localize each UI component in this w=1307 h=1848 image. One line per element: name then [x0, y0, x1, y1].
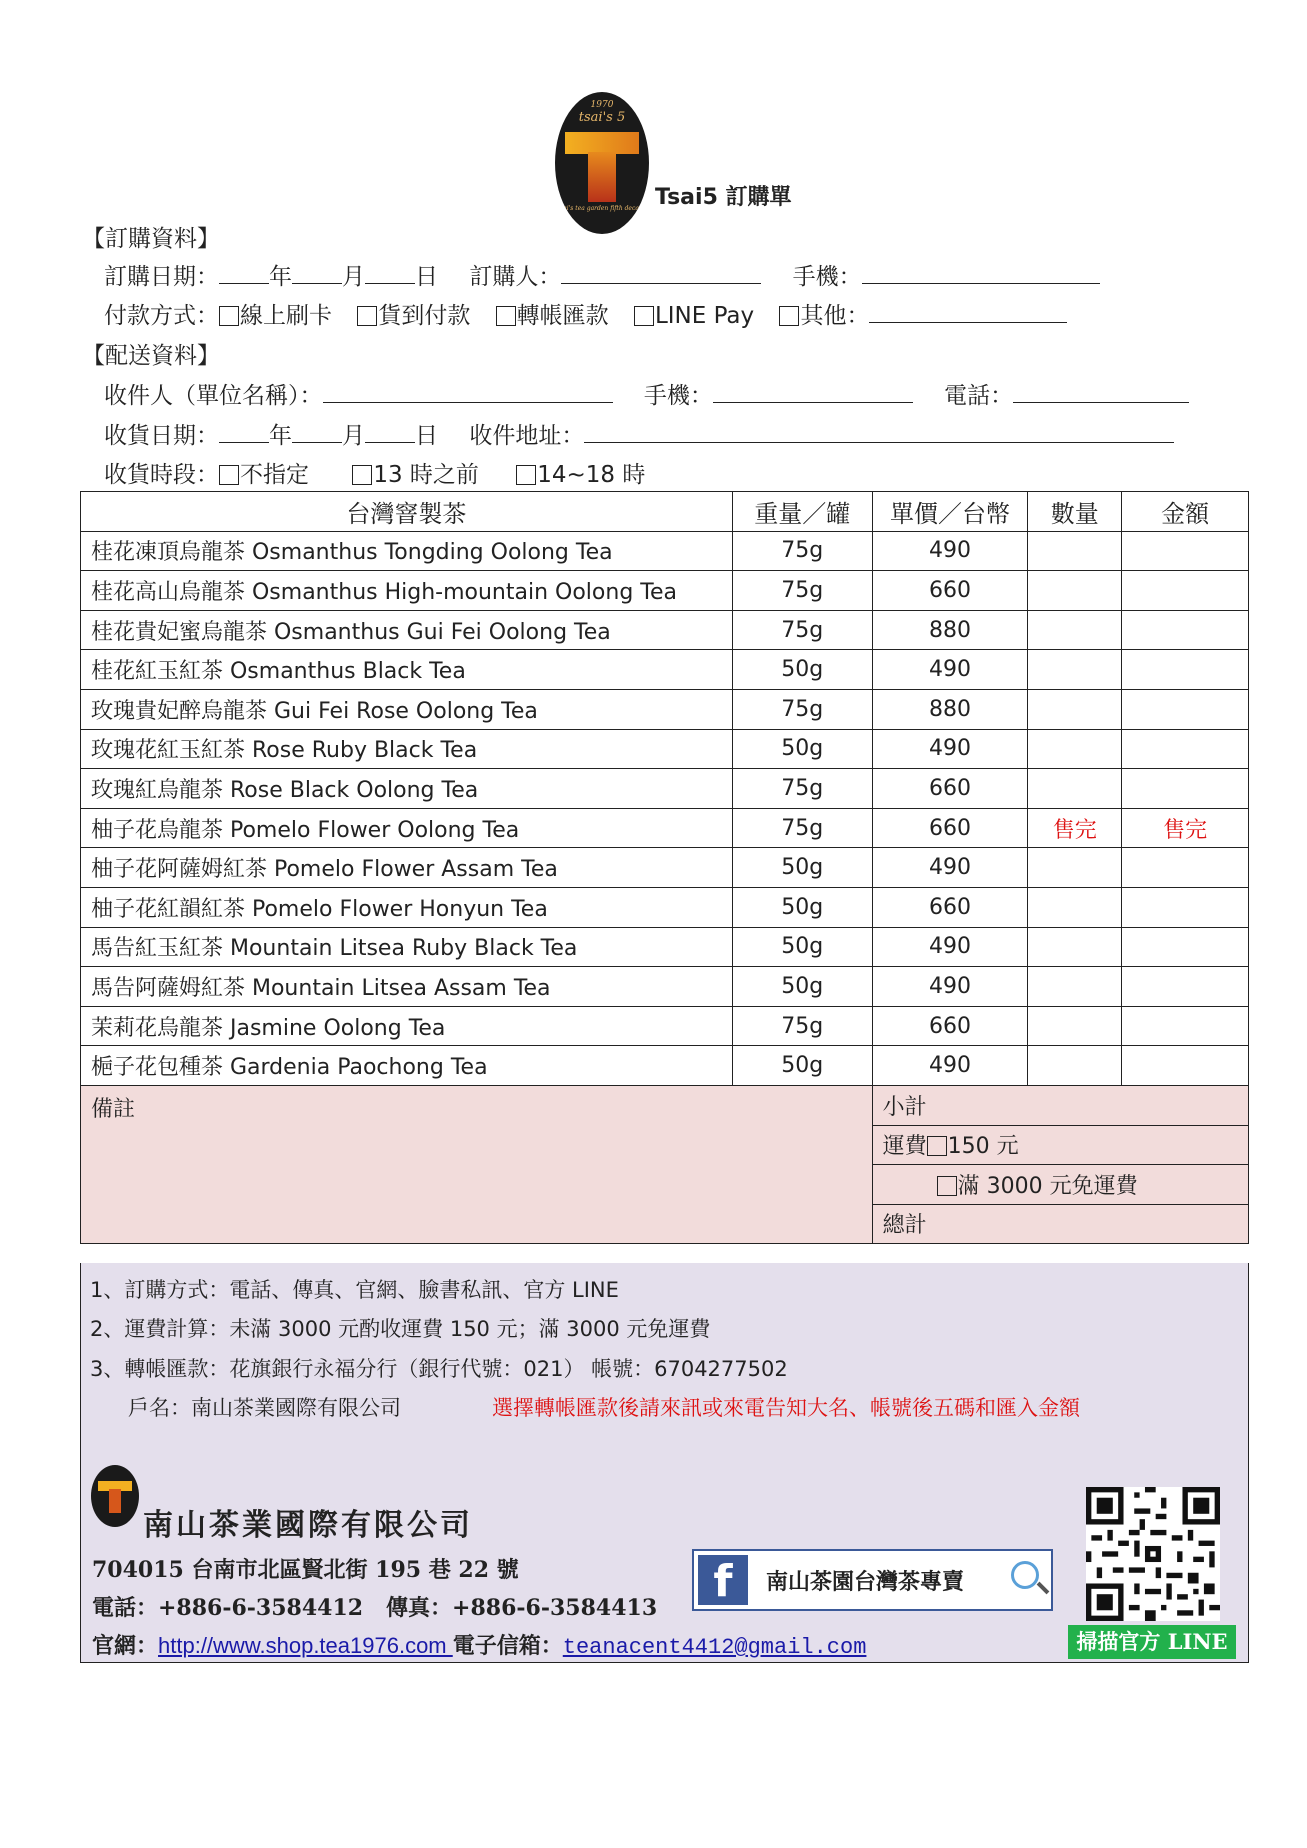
product-name: 桂花凍頂烏龍茶 Osmanthus Tongding Oolong Tea: [81, 531, 733, 571]
year-label: 年: [269, 423, 292, 449]
total-cell[interactable]: [872, 1204, 1248, 1244]
amount-cell[interactable]: [1122, 729, 1249, 769]
recipient-row: [104, 377, 1189, 410]
product-weight: 50g: [732, 967, 872, 1007]
payment-row: [104, 297, 1067, 330]
logo-t-stem: [588, 152, 616, 202]
company-name: 南山茶業國際有限公司: [143, 1508, 473, 1543]
product-name: 茉莉花烏龍茶 Jasmine Oolong Tea: [81, 1006, 733, 1046]
payment-checkbox[interactable]: [357, 306, 377, 326]
payment-option: 其他：: [800, 303, 870, 329]
time-option: 13 時之前: [373, 462, 479, 488]
amount-cell[interactable]: [1122, 769, 1249, 809]
table-row: [81, 729, 1249, 769]
delivery-month-field[interactable]: [292, 422, 342, 443]
day-label: 日: [415, 264, 438, 290]
table-row: [81, 1006, 1249, 1046]
shipping-cell: [872, 1125, 1248, 1165]
time-option: 14~18 時: [537, 462, 646, 488]
company-logo: [91, 1465, 139, 1527]
product-weight: 75g: [732, 571, 872, 611]
amount-cell[interactable]: [1122, 689, 1249, 729]
order-section-heading: 【訂購資料】: [82, 226, 220, 252]
delivery-mobile-field[interactable]: [713, 382, 913, 403]
product-price: 490: [872, 848, 1028, 888]
quantity-cell[interactable]: [1028, 610, 1122, 650]
product-weight: 50g: [732, 650, 872, 690]
shipping-label: 運費: [882, 1134, 927, 1160]
time-checkbox[interactable]: [219, 465, 239, 485]
product-weight: 75g: [732, 610, 872, 650]
payment-option: 轉帳匯款: [516, 303, 609, 329]
month-label: 月: [342, 423, 365, 449]
free-shipping-checkbox[interactable]: [937, 1176, 957, 1196]
year-label: 年: [269, 264, 292, 290]
payment-option: 線上刷卡: [240, 303, 332, 329]
page-title: Tsai5 訂購單: [655, 185, 792, 210]
note-item: 3、轉帳匯款：花旗銀行永福分行（銀行代號：021） 帳號：6704277502: [90, 1357, 788, 1381]
website-label: 官網：: [92, 1633, 159, 1659]
product-name: 馬告阿薩姆紅茶 Mountain Litsea Assam Tea: [81, 967, 733, 1007]
email-link[interactable]: teanacent4412@gmail.com: [562, 1635, 867, 1660]
product-weight: 50g: [732, 927, 872, 967]
product-name: 玫瑰紅烏龍茶 Rose Black Oolong Tea: [81, 769, 733, 809]
product-price: 490: [872, 650, 1028, 690]
product-name: 柚子花紅韻紅茶 Pomelo Flower Honyun Tea: [81, 887, 733, 927]
quantity-cell[interactable]: [1028, 571, 1122, 611]
delivery-phone-field[interactable]: [1013, 382, 1189, 403]
header-product: 台灣窨製茶: [81, 492, 733, 532]
amount-cell[interactable]: [1122, 571, 1249, 611]
transfer-notice: 選擇轉帳匯款後請來訊或來電告知大名、帳號後五碼和匯入金額: [492, 1396, 1080, 1420]
product-price: 880: [872, 689, 1028, 729]
product-name: 桂花紅玉紅茶 Osmanthus Black Tea: [81, 650, 733, 690]
delivery-time-row: [104, 456, 645, 489]
order-year-field[interactable]: [219, 263, 269, 284]
product-name: 柚子花烏龍茶 Pomelo Flower Oolong Tea: [81, 808, 733, 848]
product-price: 490: [872, 967, 1028, 1007]
product-weight: 50g: [732, 848, 872, 888]
table-row: [81, 927, 1249, 967]
logo-subtitle: tsai's tea garden fifth decade: [557, 205, 647, 212]
table-row: [81, 650, 1249, 690]
subtotal-cell[interactable]: [872, 1085, 1248, 1125]
product-table: [80, 491, 1249, 1244]
quantity-cell[interactable]: [1028, 1046, 1122, 1086]
amount-cell[interactable]: [1122, 967, 1249, 1007]
free-shipping-cell: [872, 1165, 1248, 1205]
product-weight: 50g: [732, 1046, 872, 1086]
amount-cell[interactable]: [1122, 1006, 1249, 1046]
company-phone-fax: 電話：+886-6-3584412 傳真：+886-6-3584413: [92, 1595, 658, 1621]
facebook-icon: f: [698, 1555, 748, 1605]
payment-checkbox[interactable]: [634, 306, 654, 326]
delivery-phone-label: 電話：: [944, 383, 1014, 409]
quantity-cell[interactable]: [1028, 848, 1122, 888]
product-name: 馬告紅玉紅茶 Mountain Litsea Ruby Black Tea: [81, 927, 733, 967]
product-name: 梔子花包種茶 Gardenia Paochong Tea: [81, 1046, 733, 1086]
quantity-cell[interactable]: [1028, 650, 1122, 690]
product-price: 490: [872, 927, 1028, 967]
product-name: 玫瑰貴妃醉烏龍茶 Gui Fei Rose Oolong Tea: [81, 689, 733, 729]
table-row: [81, 887, 1249, 927]
table-row: [81, 689, 1249, 729]
product-price: 660: [872, 887, 1028, 927]
product-weight: 50g: [732, 729, 872, 769]
brand-logo: [555, 92, 649, 234]
shipping-checkbox[interactable]: [927, 1136, 947, 1156]
product-price: 490: [872, 729, 1028, 769]
recipient-label: 收件人（單位名稱）：: [104, 383, 323, 409]
time-checkbox[interactable]: [352, 465, 372, 485]
magnifier-icon: [1011, 1561, 1039, 1589]
quantity-cell[interactable]: [1028, 769, 1122, 809]
product-weight: 75g: [732, 689, 872, 729]
facebook-banner[interactable]: [692, 1549, 1053, 1611]
order-date-row: [104, 258, 1100, 291]
amount-cell[interactable]: [1122, 848, 1249, 888]
order-mobile-label: 手機：: [792, 264, 862, 290]
table-row: [81, 571, 1249, 611]
delivery-date-row: [104, 417, 1174, 450]
company-web-row: [92, 1629, 866, 1660]
amount-cell[interactable]: [1122, 610, 1249, 650]
remarks-cell[interactable]: [81, 1085, 873, 1243]
logo-name: tsai's 5: [578, 110, 626, 125]
quantity-cell[interactable]: [1028, 531, 1122, 571]
note-item: 2、運費計算：未滿 3000 元酌收運費 150 元；滿 3000 元免運費: [90, 1317, 711, 1341]
table-row: [81, 808, 1249, 848]
summary-row: [81, 1085, 1249, 1125]
line-qr-code[interactable]: [1086, 1487, 1220, 1621]
header-quantity: 數量: [1028, 492, 1122, 532]
website-link[interactable]: http://www.shop.tea1976.com: [158, 1633, 453, 1658]
time-option: 不指定: [240, 462, 309, 488]
product-name: 玫瑰花紅玉紅茶 Rose Ruby Black Tea: [81, 729, 733, 769]
orderer-label: 訂購人：: [469, 264, 562, 290]
delivery-section-heading: 【配送資料】: [82, 343, 220, 369]
product-price: 880: [872, 610, 1028, 650]
order-day-field[interactable]: [365, 263, 415, 284]
total-label: 總計: [882, 1213, 927, 1239]
order-mobile-field[interactable]: [862, 263, 1100, 284]
header-weight: 重量／罐: [732, 492, 872, 532]
recipient-field[interactable]: [323, 382, 613, 403]
quantity-cell[interactable]: [1028, 689, 1122, 729]
email-label: 電子信箱：: [452, 1633, 563, 1659]
product-weight: 75g: [732, 808, 872, 848]
header-price: 單價／台幣: [872, 492, 1028, 532]
amount-cell[interactable]: [1122, 531, 1249, 571]
product-price: 660: [872, 808, 1028, 848]
address-label: 收件地址：: [469, 423, 585, 449]
payment-checkbox[interactable]: [779, 306, 799, 326]
orderer-field[interactable]: [561, 263, 761, 284]
remarks-label: 備註: [91, 1096, 136, 1122]
product-weight: 50g: [732, 887, 872, 927]
product-price: 490: [872, 1046, 1028, 1086]
delivery-date-label: 收貨日期：: [104, 423, 219, 449]
quantity-cell[interactable]: [1028, 887, 1122, 927]
payment-option: 貨到付款: [378, 303, 471, 329]
table-header-row: [81, 492, 1249, 532]
company-address: 704015 台南市北區賢北街 195 巷 22 號: [92, 1557, 519, 1583]
product-name: 桂花貴妃蜜烏龍茶 Osmanthus Gui Fei Oolong Tea: [81, 610, 733, 650]
table-row: [81, 967, 1249, 1007]
payment-checkbox[interactable]: [219, 306, 239, 326]
quantity-cell[interactable]: 售完: [1028, 808, 1122, 848]
product-name: 桂花高山烏龍茶 Osmanthus High-mountain Oolong Tea: [81, 571, 733, 611]
table-row: [81, 610, 1249, 650]
order-date-label: 訂購日期：: [104, 264, 219, 290]
product-price: 660: [872, 571, 1028, 611]
amount-cell[interactable]: [1122, 1046, 1249, 1086]
table-row: [81, 531, 1249, 571]
payment-option: LINE Pay: [654, 303, 755, 329]
payment-other-field[interactable]: [869, 302, 1067, 323]
shipping-option: 150 元: [947, 1134, 1019, 1160]
product-price: 660: [872, 1006, 1028, 1046]
table-row: [81, 848, 1249, 888]
payment-checkbox[interactable]: [496, 306, 516, 326]
free-shipping-option: 滿 3000 元免運費: [957, 1173, 1138, 1199]
time-checkbox[interactable]: [516, 465, 536, 485]
amount-cell[interactable]: [1122, 927, 1249, 967]
delivery-mobile-label: 手機：: [643, 383, 713, 409]
table-row: [81, 1046, 1249, 1086]
table-row: [81, 769, 1249, 809]
delivery-year-field[interactable]: [219, 422, 269, 443]
header-amount: 金額: [1122, 492, 1249, 532]
delivery-day-field[interactable]: [365, 422, 415, 443]
logo-year: 1970: [590, 100, 614, 110]
payment-label: 付款方式：: [104, 303, 219, 329]
product-weight: 75g: [732, 769, 872, 809]
day-label: 日: [415, 423, 438, 449]
month-label: 月: [342, 264, 365, 290]
subtotal-label: 小計: [882, 1094, 927, 1120]
product-price: 660: [872, 769, 1028, 809]
facebook-label: 南山茶園台灣茶專賣: [766, 1569, 965, 1595]
amount-cell[interactable]: [1122, 650, 1249, 690]
quantity-cell[interactable]: [1028, 1006, 1122, 1046]
amount-cell[interactable]: [1122, 887, 1249, 927]
product-weight: 75g: [732, 531, 872, 571]
delivery-time-label: 收貨時段：: [104, 462, 219, 488]
address-field[interactable]: [584, 422, 1174, 443]
note-item: 1、訂購方式：電話、傳真、官網、臉書私訊、官方 LINE: [90, 1278, 619, 1302]
product-price: 490: [872, 531, 1028, 571]
quantity-cell[interactable]: [1028, 729, 1122, 769]
product-name: 柚子花阿薩姆紅茶 Pomelo Flower Assam Tea: [81, 848, 733, 888]
order-month-field[interactable]: [292, 263, 342, 284]
quantity-cell[interactable]: [1028, 927, 1122, 967]
account-name: 戶名：南山茶業國際有限公司: [128, 1396, 401, 1420]
amount-cell[interactable]: 售完: [1122, 808, 1249, 848]
quantity-cell[interactable]: [1028, 967, 1122, 1007]
line-scan-label[interactable]: 掃描官方 LINE: [1068, 1625, 1236, 1659]
logo-t-bar: [565, 132, 639, 154]
product-weight: 75g: [732, 1006, 872, 1046]
